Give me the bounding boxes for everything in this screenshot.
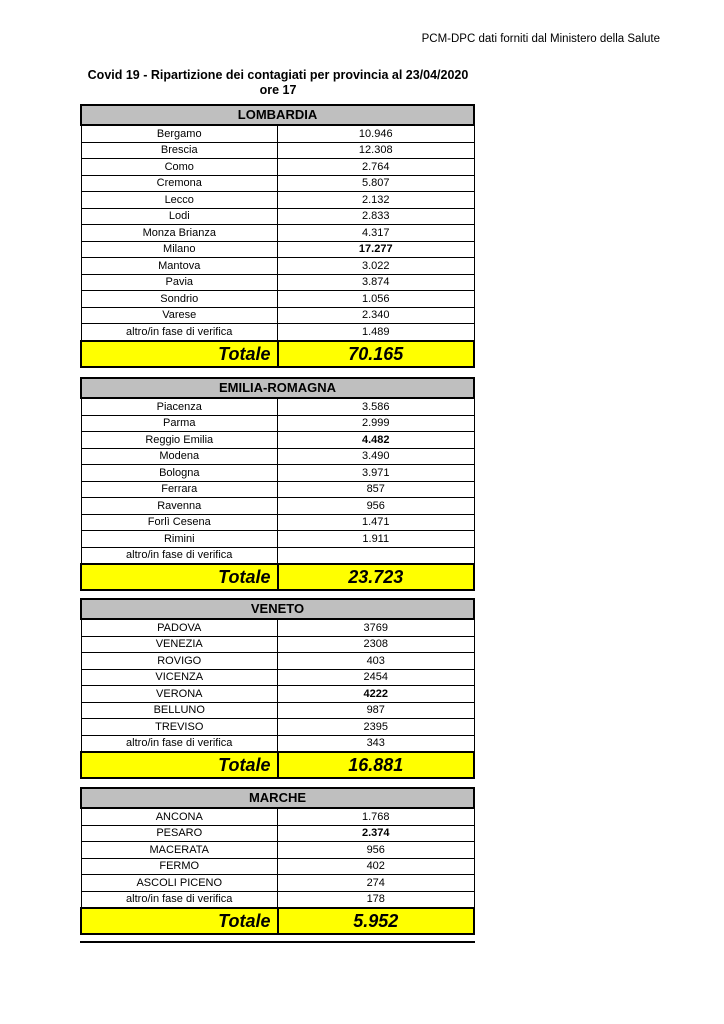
case-count: 2.132 — [278, 192, 475, 209]
case-count: 2.340 — [278, 307, 475, 324]
title-line-2: ore 17 — [259, 83, 297, 97]
table-row — [81, 324, 474, 341]
region-name: MARCHE — [81, 788, 474, 808]
total-label: Totale — [81, 752, 278, 778]
province-name: VERONA — [81, 686, 278, 703]
region-table-veneto — [80, 598, 475, 779]
province-name: altro/in fase di verifica — [81, 324, 278, 341]
case-count: 857 — [278, 481, 475, 498]
table-row — [81, 481, 474, 498]
province-name: Lodi — [81, 208, 278, 225]
table-row — [81, 398, 474, 415]
province-name: Ferrara — [81, 481, 278, 498]
table-row — [81, 125, 474, 142]
province-name: TREVISO — [81, 719, 278, 736]
table-row — [81, 159, 474, 176]
case-count: 1.768 — [278, 808, 475, 825]
table-row — [81, 415, 474, 432]
province-name: FERMO — [81, 858, 278, 875]
province-name: Forlì Cesena — [81, 514, 278, 531]
table-row — [81, 448, 474, 465]
case-count: 403 — [278, 653, 475, 670]
header-note: PCM-DPC dati forniti dal Ministero della Salute — [421, 33, 660, 45]
province-name: Varese — [81, 307, 278, 324]
case-count: 987 — [278, 702, 475, 719]
province-name: Brescia — [81, 142, 278, 159]
bottom-rule — [80, 941, 475, 943]
table-row — [81, 686, 474, 703]
case-count: 2395 — [278, 719, 475, 736]
province-name: Monza Brianza — [81, 225, 278, 242]
table-row — [81, 432, 474, 449]
table-row — [81, 735, 474, 752]
province-name: altro/in fase di verifica — [81, 547, 278, 564]
case-count: 3.022 — [278, 258, 475, 275]
total-value: 70.165 — [278, 341, 475, 367]
province-name: Sondrio — [81, 291, 278, 308]
province-name: ASCOLI PICENO — [81, 875, 278, 892]
table-row — [81, 225, 474, 242]
case-count: 1.489 — [278, 324, 475, 341]
province-name: Pavia — [81, 274, 278, 291]
case-count: 3.490 — [278, 448, 475, 465]
province-name: altro/in fase di verifica — [81, 891, 278, 908]
total-row — [81, 341, 474, 367]
province-name: PESARO — [81, 825, 278, 842]
table-row — [81, 669, 474, 686]
case-count: 2.764 — [278, 159, 475, 176]
table-row — [81, 636, 474, 653]
table-row — [81, 142, 474, 159]
case-count: 956 — [278, 498, 475, 515]
table-row — [81, 858, 474, 875]
province-name: altro/in fase di verifica — [81, 735, 278, 752]
table-row — [81, 241, 474, 258]
table-row — [81, 891, 474, 908]
province-name: Cremona — [81, 175, 278, 192]
province-name: Parma — [81, 415, 278, 432]
region-table-lombardia — [80, 104, 475, 368]
table-row — [81, 498, 474, 515]
table-row — [81, 192, 474, 209]
table-row — [81, 825, 474, 842]
case-count: 4.482 — [278, 432, 475, 449]
table-row — [81, 514, 474, 531]
province-name: Ravenna — [81, 498, 278, 515]
region-name: EMILIA-ROMAGNA — [81, 378, 474, 398]
case-count: 343 — [278, 735, 475, 752]
case-count: 3.971 — [278, 465, 475, 482]
province-name: PADOVA — [81, 619, 278, 636]
case-count: 1.911 — [278, 531, 475, 548]
province-name: Modena — [81, 448, 278, 465]
total-row — [81, 564, 474, 590]
case-count: 3.874 — [278, 274, 475, 291]
case-count: 17.277 — [278, 241, 475, 258]
table-row — [81, 653, 474, 670]
total-label: Totale — [81, 908, 278, 934]
case-count: 2308 — [278, 636, 475, 653]
province-name: Rimini — [81, 531, 278, 548]
province-name: Bergamo — [81, 125, 278, 142]
province-name: VICENZA — [81, 669, 278, 686]
table-row — [81, 531, 474, 548]
case-count: 402 — [278, 858, 475, 875]
province-name: Reggio Emilia — [81, 432, 278, 449]
province-name: Milano — [81, 241, 278, 258]
region-table-marche — [80, 787, 475, 935]
case-count: 956 — [278, 842, 475, 859]
province-name: ROVIGO — [81, 653, 278, 670]
table-row — [81, 465, 474, 482]
case-count: 5.807 — [278, 175, 475, 192]
region-header-row — [81, 788, 474, 808]
table-row — [81, 808, 474, 825]
region-header-row — [81, 378, 474, 398]
province-name: BELLUNO — [81, 702, 278, 719]
province-name: Lecco — [81, 192, 278, 209]
region-header-row — [81, 105, 474, 125]
case-count: 2454 — [278, 669, 475, 686]
table-row — [81, 619, 474, 636]
case-count: 4.317 — [278, 225, 475, 242]
province-name: ANCONA — [81, 808, 278, 825]
province-name: Piacenza — [81, 398, 278, 415]
case-count: 3769 — [278, 619, 475, 636]
region-table-emilia-romagna — [80, 377, 475, 591]
case-count: 274 — [278, 875, 475, 892]
total-row — [81, 752, 474, 778]
province-name: MACERATA — [81, 842, 278, 859]
document-title — [78, 68, 478, 98]
title-line-1: Covid 19 - Ripartizione dei contagiati per provincia al 23/04/2020 — [87, 68, 469, 82]
total-value: 23.723 — [278, 564, 475, 590]
table-row — [81, 307, 474, 324]
table-row — [81, 842, 474, 859]
total-label: Totale — [81, 564, 278, 590]
table-row — [81, 291, 474, 308]
case-count: 178 — [278, 891, 475, 908]
case-count: 10.946 — [278, 125, 475, 142]
case-count: 2.374 — [278, 825, 475, 842]
table-row — [81, 274, 474, 291]
case-count: 4222 — [278, 686, 475, 703]
table-row — [81, 547, 474, 564]
case-count: 2.999 — [278, 415, 475, 432]
province-name: Mantova — [81, 258, 278, 275]
total-value: 16.881 — [278, 752, 475, 778]
total-label: Totale — [81, 341, 278, 367]
case-count: 12.308 — [278, 142, 475, 159]
province-name: VENEZIA — [81, 636, 278, 653]
case-count: 3.586 — [278, 398, 475, 415]
table-row — [81, 258, 474, 275]
case-count: 1.471 — [278, 514, 475, 531]
province-name: Bologna — [81, 465, 278, 482]
table-row — [81, 175, 474, 192]
total-row — [81, 908, 474, 934]
region-header-row — [81, 599, 474, 619]
total-value: 5.952 — [278, 908, 475, 934]
table-row — [81, 719, 474, 736]
case-count: 2.833 — [278, 208, 475, 225]
case-count: 1.056 — [278, 291, 475, 308]
table-row — [81, 702, 474, 719]
region-name: LOMBARDIA — [81, 105, 474, 125]
case-count — [278, 547, 475, 564]
table-row — [81, 208, 474, 225]
region-name: VENETO — [81, 599, 474, 619]
province-name: Como — [81, 159, 278, 176]
table-row — [81, 875, 474, 892]
